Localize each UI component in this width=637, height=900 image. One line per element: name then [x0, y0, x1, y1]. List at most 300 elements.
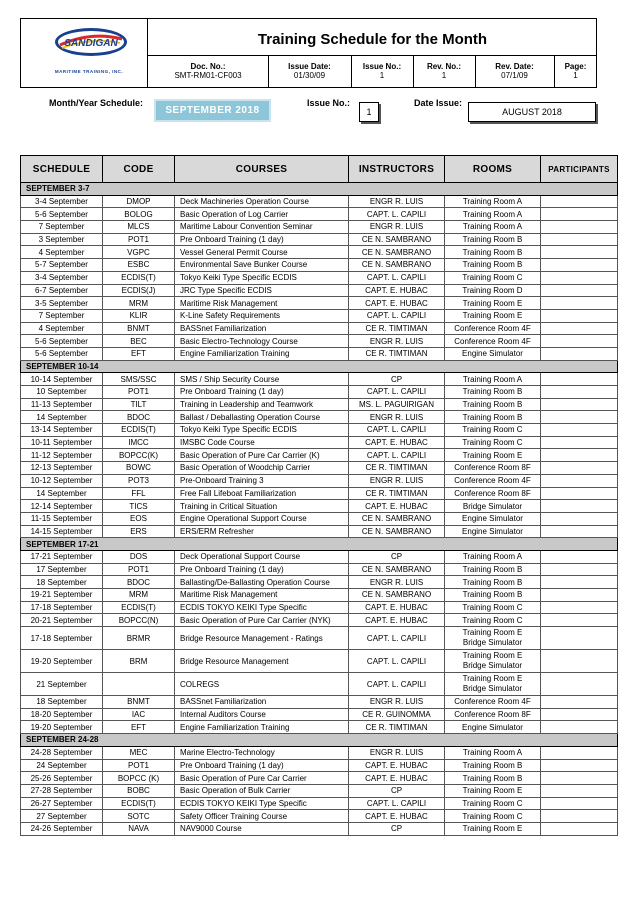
room-cell: Training Room B — [445, 772, 541, 785]
schedule-cell: 17-18 September — [21, 601, 103, 614]
participants-cell — [541, 335, 618, 348]
participants-cell — [541, 424, 618, 437]
code-cell: BDOC — [103, 411, 175, 424]
code-cell: IAC — [103, 708, 175, 721]
participants-cell — [541, 746, 618, 759]
code-cell: NAVA — [103, 822, 175, 835]
schedule-cell: 7 September — [21, 309, 103, 322]
code-cell: MLCS — [103, 221, 175, 234]
code-cell: ECDIS(T) — [103, 601, 175, 614]
issue-no-label: Issue No.: — [307, 98, 351, 108]
meta-label: Page: — [564, 62, 587, 71]
instructor-cell: CAPT. L. CAPILI — [349, 208, 445, 221]
table-row — [21, 398, 618, 411]
room-cell: Training Room E — [445, 822, 541, 835]
instructor-cell: CAPT. E. HUBAC — [349, 297, 445, 310]
code-cell: ECDIS(T) — [103, 271, 175, 284]
code-cell: DOS — [103, 550, 175, 563]
schedule-cell: 10-11 September — [21, 436, 103, 449]
table-row — [21, 195, 618, 208]
code-cell: BNMT — [103, 696, 175, 709]
course-cell: Basic Operation of Log Carrier — [175, 208, 349, 221]
instructor-cell: CAPT. L. CAPILI — [349, 424, 445, 437]
code-cell: BEC — [103, 335, 175, 348]
instructor-cell: CE R. TIMTIMAN — [349, 462, 445, 475]
course-cell: Bridge Resource Management - Ratings — [175, 627, 349, 650]
code-cell: ECDIS(T) — [103, 424, 175, 437]
logo-subtext: MARITIME TRAINING, INC. — [54, 69, 124, 74]
meta-value: 1 — [379, 71, 385, 80]
week-header-row — [21, 183, 618, 196]
participants-cell — [541, 309, 618, 322]
participants-cell — [541, 708, 618, 721]
room-cell: Training Room D — [445, 284, 541, 297]
participants-cell — [541, 601, 618, 614]
sandigan-logo — [54, 27, 128, 57]
code-cell: BDOC — [103, 576, 175, 589]
schedule-cell: 14-15 September — [21, 525, 103, 538]
meta-cell — [413, 56, 476, 87]
schedule-cell: 11-12 September — [21, 449, 103, 462]
page-title: Training Schedule for the Month — [148, 19, 597, 56]
code-cell: BOLOG — [103, 208, 175, 221]
room-cell: Training Room C — [445, 271, 541, 284]
table-row — [21, 436, 618, 449]
course-cell: Deck Operational Support Course — [175, 550, 349, 563]
code-cell: ESBC — [103, 259, 175, 272]
room-cell: Training Room E — [445, 297, 541, 310]
room-cell: Training Room C — [445, 797, 541, 810]
room-cell: Engine Simulator — [445, 512, 541, 525]
code-cell: POT1 — [103, 386, 175, 399]
week-label: SEPTEMBER 3-7 — [21, 183, 618, 196]
room-cell: Training Room C — [445, 614, 541, 627]
table-row — [21, 284, 618, 297]
schedule-cell: 6-7 September — [21, 284, 103, 297]
course-cell: IMSBC Code Course — [175, 436, 349, 449]
table-row — [21, 772, 618, 785]
table-row — [21, 696, 618, 709]
month-year-label: Month/Year Schedule: — [49, 98, 144, 108]
participants-cell — [541, 474, 618, 487]
participants-cell — [541, 436, 618, 449]
meta-label: Issue No.: — [362, 62, 402, 71]
room-line: Bridge Simulator — [462, 638, 523, 648]
meta-value: 01/30/09 — [293, 71, 326, 80]
table-row — [21, 386, 618, 399]
table-header-row — [21, 156, 618, 183]
instructor-cell: ENGR R. LUIS — [349, 335, 445, 348]
participants-cell — [541, 284, 618, 297]
instructor-cell: CAPT. E. HUBAC — [349, 601, 445, 614]
instructor-cell: ENGR R. LUIS — [349, 474, 445, 487]
participants-cell — [541, 696, 618, 709]
code-cell: EFT — [103, 347, 175, 360]
code-cell: BOPCC(N) — [103, 614, 175, 627]
course-cell: Maritime Risk Management — [175, 589, 349, 602]
logo-cell — [21, 19, 148, 87]
participants-cell — [541, 822, 618, 835]
room-cell: Training Room E — [445, 309, 541, 322]
room-cell: Training Room B — [445, 411, 541, 424]
table-row — [21, 512, 618, 525]
room-line: Bridge Simulator — [462, 684, 523, 694]
instructor-cell: CAPT. E. HUBAC — [349, 810, 445, 823]
instructor-cell: CAPT. E. HUBAC — [349, 436, 445, 449]
schedule-table — [20, 155, 618, 836]
room-cell: Engine Simulator — [445, 525, 541, 538]
course-cell: Internal Auditors Course — [175, 708, 349, 721]
schedule-cell: 5-6 September — [21, 208, 103, 221]
code-cell: POT1 — [103, 233, 175, 246]
table-row — [21, 335, 618, 348]
code-cell: SMS/SSC — [103, 373, 175, 386]
code-cell: VGPC — [103, 246, 175, 259]
course-cell: Environmental Save Bunker Course — [175, 259, 349, 272]
schedule-cell: 19-20 September — [21, 650, 103, 673]
instructor-cell: CE R. TIMTIMAN — [349, 487, 445, 500]
table-row — [21, 627, 618, 650]
room-line: Training Room E — [462, 674, 523, 684]
instructor-cell: CE R. TIMTIMAN — [349, 721, 445, 734]
schedule-cell: 10-12 September — [21, 474, 103, 487]
participants-cell — [541, 563, 618, 576]
instructor-cell: CAPT. L. CAPILI — [349, 449, 445, 462]
instructor-cell: CE N. SAMBRANO — [349, 589, 445, 602]
room-cell: Training Room A — [445, 550, 541, 563]
instructor-cell: CAPT. E. HUBAC — [349, 284, 445, 297]
month-year-value: SEPTEMBER 2018 — [154, 99, 271, 122]
table-row — [21, 309, 618, 322]
instructor-cell: CAPT. L. CAPILI — [349, 309, 445, 322]
code-cell: BNMT — [103, 322, 175, 335]
course-cell: BASSnet Familiarization — [175, 322, 349, 335]
room-cell: Conference Room 4F — [445, 474, 541, 487]
instructor-cell: CAPT. E. HUBAC — [349, 614, 445, 627]
table-row — [21, 589, 618, 602]
schedule-cell: 19-20 September — [21, 721, 103, 734]
table-row — [21, 424, 618, 437]
schedule-cell: 26-27 September — [21, 797, 103, 810]
instructor-cell: CE R. GUINOMMA — [349, 708, 445, 721]
instructor-cell: ENGR R. LUIS — [349, 195, 445, 208]
participants-cell — [541, 221, 618, 234]
table-row — [21, 708, 618, 721]
room-cell: Engine Simulator — [445, 721, 541, 734]
meta-value: 07/1/09 — [501, 71, 528, 80]
schedule-cell: 3 September — [21, 233, 103, 246]
room-cell: Training Room C — [445, 436, 541, 449]
room-cell — [445, 673, 541, 696]
col-code: CODE — [103, 156, 175, 183]
room-cell: Training Room B — [445, 759, 541, 772]
table-row — [21, 208, 618, 221]
table-row — [21, 449, 618, 462]
instructor-cell: CE R. TIMTIMAN — [349, 347, 445, 360]
instructor-cell: CAPT. L. CAPILI — [349, 627, 445, 650]
col-participants: PARTICIPANTS — [541, 156, 618, 183]
week-header-row — [21, 538, 618, 551]
week-header-row — [21, 734, 618, 747]
svg-text:SANDIGAN: SANDIGAN — [64, 38, 118, 49]
course-cell: ECDIS TOKYO KEIKI Type Specific — [175, 601, 349, 614]
participants-cell — [541, 627, 618, 650]
room-cell: Training Room A — [445, 195, 541, 208]
room-cell — [445, 650, 541, 673]
room-cell: Training Room E — [445, 449, 541, 462]
code-cell: BOWC — [103, 462, 175, 475]
course-cell: JRC Type Specific ECDIS — [175, 284, 349, 297]
room-line: Training Room E — [462, 628, 523, 638]
participants-cell — [541, 233, 618, 246]
code-cell: KLIR — [103, 309, 175, 322]
instructor-cell: CE N. SAMBRANO — [349, 512, 445, 525]
table-row — [21, 614, 618, 627]
instructor-cell: CAPT. L. CAPILI — [349, 386, 445, 399]
table-row — [21, 221, 618, 234]
table-row — [21, 822, 618, 835]
participants-cell — [541, 525, 618, 538]
course-cell: Basic Operation of Pure Car Carrier (NYK) — [175, 614, 349, 627]
participants-cell — [541, 784, 618, 797]
meta-cell — [351, 56, 414, 87]
schedule-cell: 4 September — [21, 322, 103, 335]
code-cell: POT1 — [103, 759, 175, 772]
table-row — [21, 259, 618, 272]
code-cell: EOS — [103, 512, 175, 525]
course-cell: Vessel General Permit Course — [175, 246, 349, 259]
participants-cell — [541, 449, 618, 462]
course-cell: Tokyo Keiki Type Specific ECDIS — [175, 271, 349, 284]
schedule-cell: 17-21 September — [21, 550, 103, 563]
course-cell: BASSnet Familiarization — [175, 696, 349, 709]
col-courses: COURSES — [175, 156, 349, 183]
schedule-cell: 18-20 September — [21, 708, 103, 721]
room-line: Bridge Simulator — [462, 661, 523, 671]
code-cell: IMCC — [103, 436, 175, 449]
course-cell: Pre Onboard Training (1 day) — [175, 759, 349, 772]
participants-cell — [541, 373, 618, 386]
issue-no-value: 1 — [359, 102, 379, 122]
table-row — [21, 759, 618, 772]
participants-cell — [541, 297, 618, 310]
participants-cell — [541, 576, 618, 589]
code-cell: ERS — [103, 525, 175, 538]
participants-cell — [541, 721, 618, 734]
instructor-cell: CE N. SAMBRANO — [349, 259, 445, 272]
schedule-cell: 3-4 September — [21, 195, 103, 208]
schedule-cell: 13-14 September — [21, 424, 103, 437]
instructor-cell: CP — [349, 784, 445, 797]
course-cell: K-Line Safety Requirements — [175, 309, 349, 322]
table-row — [21, 550, 618, 563]
participants-cell — [541, 271, 618, 284]
code-cell: BOPCC (K) — [103, 772, 175, 785]
participants-cell — [541, 195, 618, 208]
table-row — [21, 487, 618, 500]
course-cell: Training in Leadership and Teamwork — [175, 398, 349, 411]
participants-cell — [541, 589, 618, 602]
course-cell: SMS / Ship Security Course — [175, 373, 349, 386]
room-cell: Conference Room 4F — [445, 696, 541, 709]
room-cell: Training Room C — [445, 810, 541, 823]
participants-cell — [541, 810, 618, 823]
code-cell: TILT — [103, 398, 175, 411]
schedule-cell: 7 September — [21, 221, 103, 234]
instructor-cell: CE N. SAMBRANO — [349, 525, 445, 538]
room-cell: Training Room B — [445, 563, 541, 576]
course-cell: Pre Onboard Training (1 day) — [175, 563, 349, 576]
room-cell: Conference Room 4F — [445, 322, 541, 335]
schedule-cell: 12-14 September — [21, 500, 103, 513]
schedule-cell: 25-26 September — [21, 772, 103, 785]
instructor-cell: CAPT. E. HUBAC — [349, 500, 445, 513]
instructor-cell: CP — [349, 550, 445, 563]
instructor-cell: CE R. TIMTIMAN — [349, 322, 445, 335]
participants-cell — [541, 386, 618, 399]
room-cell: Training Room B — [445, 398, 541, 411]
room-cell: Conference Room 4F — [445, 335, 541, 348]
table-row — [21, 500, 618, 513]
instructor-cell: ENGR R. LUIS — [349, 576, 445, 589]
schedule-cell: 17-18 September — [21, 627, 103, 650]
participants-cell — [541, 462, 618, 475]
meta-label: Doc. No.: — [190, 62, 226, 71]
schedule-cell: 27-28 September — [21, 784, 103, 797]
code-cell: BOBC — [103, 784, 175, 797]
col-instructors: INSTRUCTORS — [349, 156, 445, 183]
table-row — [21, 673, 618, 696]
course-cell: Marine Electro-Technology — [175, 746, 349, 759]
participants-cell — [541, 347, 618, 360]
room-cell: Conference Room 8F — [445, 487, 541, 500]
schedule-cell: 5-6 September — [21, 347, 103, 360]
instructor-cell: CE N. SAMBRANO — [349, 233, 445, 246]
code-cell: MRM — [103, 589, 175, 602]
participants-cell — [541, 398, 618, 411]
room-cell: Training Room B — [445, 576, 541, 589]
participants-cell — [541, 512, 618, 525]
course-cell: Ballast / Deballasting Operation Course — [175, 411, 349, 424]
course-cell: Engine Operational Support Course — [175, 512, 349, 525]
table-row — [21, 525, 618, 538]
meta-label: Rev. No.: — [426, 62, 462, 71]
table-row — [21, 322, 618, 335]
room-cell: Training Room A — [445, 373, 541, 386]
participants-cell — [541, 614, 618, 627]
code-cell: ECDIS(J) — [103, 284, 175, 297]
schedule-cell: 20-21 September — [21, 614, 103, 627]
schedule-cell: 18 September — [21, 576, 103, 589]
participants-cell — [541, 259, 618, 272]
table-row — [21, 797, 618, 810]
col-rooms: ROOMS — [445, 156, 541, 183]
schedule-cell: 4 September — [21, 246, 103, 259]
schedule-cell: 14 September — [21, 487, 103, 500]
code-cell: EFT — [103, 721, 175, 734]
instructor-cell: MS. L. PAGUIRIGAN — [349, 398, 445, 411]
table-row — [21, 297, 618, 310]
participants-cell — [541, 759, 618, 772]
schedule-cell: 10-14 September — [21, 373, 103, 386]
course-cell: NAV9000 Course — [175, 822, 349, 835]
course-cell: Maritime Labour Convention Seminar — [175, 221, 349, 234]
room-cell: Training Room A — [445, 208, 541, 221]
code-cell: BRM — [103, 650, 175, 673]
table-row — [21, 411, 618, 424]
schedule-cell: 3-4 September — [21, 271, 103, 284]
date-issue-value: AUGUST 2018 — [468, 102, 596, 122]
participants-cell — [541, 500, 618, 513]
code-cell: BRMR — [103, 627, 175, 650]
table-row — [21, 246, 618, 259]
participants-cell — [541, 797, 618, 810]
code-cell: MRM — [103, 297, 175, 310]
instructor-cell: ENGR R. LUIS — [349, 221, 445, 234]
room-cell: Training Room A — [445, 221, 541, 234]
document-header — [20, 18, 597, 88]
code-cell — [103, 673, 175, 696]
instructor-cell: CAPT. E. HUBAC — [349, 759, 445, 772]
course-cell: Pre Onboard Training (1 day) — [175, 386, 349, 399]
date-issue-label: Date Issue: — [414, 98, 463, 108]
course-cell: Safety Officer Training Course — [175, 810, 349, 823]
instructor-cell: CAPT. L. CAPILI — [349, 271, 445, 284]
meta-value: 1 — [441, 71, 447, 80]
code-cell: SOTC — [103, 810, 175, 823]
course-cell: Free Fall Lifeboat Familiarization — [175, 487, 349, 500]
course-cell: Maritime Risk Management — [175, 297, 349, 310]
schedule-cell: 18 September — [21, 696, 103, 709]
room-cell: Conference Room 8F — [445, 708, 541, 721]
instructor-cell: CAPT. L. CAPILI — [349, 650, 445, 673]
table-row — [21, 784, 618, 797]
room-cell: Training Room B — [445, 259, 541, 272]
participants-cell — [541, 246, 618, 259]
room-cell: Training Room B — [445, 246, 541, 259]
week-label: SEPTEMBER 10-14 — [21, 360, 618, 373]
week-label: SEPTEMBER 24-28 — [21, 734, 618, 747]
table-row — [21, 563, 618, 576]
room-cell: Training Room C — [445, 601, 541, 614]
meta-cell — [554, 56, 597, 87]
course-cell: Bridge Resource Management — [175, 650, 349, 673]
schedule-cell: 3-5 September — [21, 297, 103, 310]
code-cell: MEC — [103, 746, 175, 759]
table-row — [21, 721, 618, 734]
schedule-cell: 10 September — [21, 386, 103, 399]
course-cell: Pre-Onboard Training 3 — [175, 474, 349, 487]
instructor-cell: ENGR R. LUIS — [349, 411, 445, 424]
schedule-cell: 12-13 September — [21, 462, 103, 475]
participants-cell — [541, 772, 618, 785]
room-cell: Training Room B — [445, 233, 541, 246]
schedule-cell: 24 September — [21, 759, 103, 772]
participants-cell — [541, 322, 618, 335]
schedule-cell: 24-28 September — [21, 746, 103, 759]
code-cell: POT1 — [103, 563, 175, 576]
room-cell — [445, 627, 541, 650]
instructor-cell: ENGR R. LUIS — [349, 746, 445, 759]
room-cell: Training Room A — [445, 746, 541, 759]
course-cell: Ballasting/De-Ballasting Operation Course — [175, 576, 349, 589]
course-cell: Basic Electro-Technology Course — [175, 335, 349, 348]
course-cell: Engine Familiarization Training — [175, 721, 349, 734]
schedule-cell: 24-26 September — [21, 822, 103, 835]
course-cell: Engine Familiarization Training — [175, 347, 349, 360]
instructor-cell: CP — [349, 822, 445, 835]
instructor-cell: CE N. SAMBRANO — [349, 563, 445, 576]
